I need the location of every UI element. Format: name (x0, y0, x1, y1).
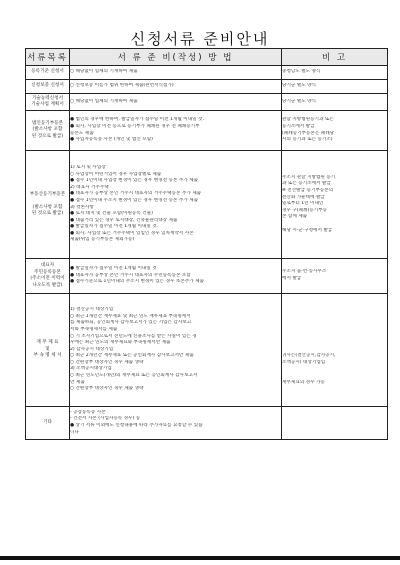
document-name-cell: 기타 (26, 407, 70, 440)
remarks-cell (282, 111, 388, 151)
page-title: 신청서류 준비안내 (130, 30, 270, 49)
remark-line: 주소지 읍·면·동사무소 (282, 269, 327, 275)
method-line: ● 접수기준으로 1년이내의 주소지 변경이 있는 경우 초본추가 제출 (70, 279, 204, 285)
preparation-method-cell (70, 294, 282, 407)
table-row (26, 66, 388, 80)
remark-line: 과 또는 등기소에서 발급 (282, 181, 331, 187)
method-line: ○ 신청보증 이름가 범위 한하여 제출(관련서식첨가) (70, 83, 174, 89)
table-row (26, 151, 388, 259)
method-line: 1) 토지 및 사업장 (70, 164, 106, 170)
method-line: ● 접수 1년이내 사업장 변경이 있는 경우 변경전 등본 추가 제출 (70, 178, 199, 184)
method-line: ● 대출거리 있는 경우 토지대장, 건축물관리대장 제출 (70, 217, 178, 223)
remark-line (282, 334, 387, 341)
remark-line: 귀사는(결산공시,감사공시, (282, 353, 336, 359)
method-line: ○ 간편장부 대상자인 경우 제출 생략 (70, 386, 144, 392)
remarks-cell (282, 66, 388, 80)
remarks-cell (282, 80, 388, 94)
table-header-row (26, 49, 388, 66)
remarks-cell (282, 151, 388, 259)
remark-line: 당기군 별도 양식 (282, 83, 316, 89)
method-line: 3) 결론사항 (70, 204, 94, 210)
method-line: ● 접수 1년이내 주소지 변경이 있는 경우 변경전 등본 추가 제출 (70, 197, 199, 203)
method-line: ○ 해당없이 업체의 기재하여 제출 (70, 98, 138, 104)
remark-line: 에서 발급 (282, 276, 302, 281)
preparation-method-cell (70, 94, 282, 111)
remark-line (282, 320, 387, 327)
document-name-cell: 기술능력신청서 기술사업 계획서 (26, 94, 70, 111)
method-line: ● 회사, 사업장 이전 등으로 등기부가 폐쇄된 경우 전 폐쇄등기부 (70, 123, 200, 129)
method-line: ○ 간편장부 대상자인 경우 제출 생략 (70, 359, 144, 365)
remark-line (282, 314, 387, 321)
remarks-cell (282, 94, 388, 111)
method-line: ○ 기 조사기업으로서 전년도에 신용조사를 받은 사실이 있는 경 (70, 333, 197, 339)
remark-line: 시의 등기과 또는 등기소) (282, 137, 333, 143)
preparation-method-cell (70, 407, 282, 440)
method-line: ● 대표자가 공부상 본인 거주시 대표자의 거주주택등본 추가 제출 (70, 191, 202, 197)
page-bottom-rule (0, 556, 400, 560)
method-line: 를 제출하되, 공인회계사 감사보고서가 있는 기업은 감사보고 (70, 320, 192, 326)
header-note: 비 고 (282, 49, 388, 66)
method-line: ○ 해당없이 업체의 기재하여 제출 (70, 69, 138, 75)
table-row (26, 407, 388, 440)
method-line: ○ 최근 1개년간 재무제표 및 최근 연도 재무제표 부속명세서 (70, 313, 191, 319)
header-category: 서류목록 (26, 49, 70, 66)
remark-line (282, 327, 387, 334)
method-line: 니다 (70, 429, 79, 435)
method-line: ● 발급일자가 접수일 이전 1개월 이내일 것. (70, 224, 159, 230)
method-line: 1) 결산공시 대상기업 (70, 307, 114, 313)
document-name-cell: 법인등기부등본 (발소사항 포함 된 것으로 발급) (26, 111, 70, 151)
method-line: ● 사업자등록증 사본 (개인 및 법인 포함) (70, 137, 153, 143)
remark-line (282, 221, 387, 228)
remark-line (282, 347, 387, 354)
remarks-cell (282, 294, 388, 407)
document-name-cell: 대표자 주민등록등본 (주소이전 이력이 나오도록 발급) (26, 259, 70, 294)
method-line: 2) 대표자 거주주택 (70, 184, 109, 190)
method-line: 만 제출 (70, 379, 85, 385)
remarks-cell (282, 407, 388, 440)
remark-line: (폐쇄등기부등본은 폐쇄당 (282, 130, 335, 136)
preparation-method-cell (70, 80, 282, 94)
remark-line: 소액공시) 대상기업임 (282, 359, 326, 365)
table-row (26, 111, 388, 151)
method-line: - 공장등록증 사본 (70, 409, 106, 415)
method-line: 우에는 최근 연도의 재무제표와 부속명세서만 제출 (70, 340, 171, 346)
method-line: ○ 최근 연도년도(개년)의 재무제표 또는 공인회계사 감사보고서 (70, 373, 198, 379)
method-line: ● 발급일자가 접수일 이전 1개월 이내일 것 (70, 266, 157, 272)
method-line: 등본도 제출 (70, 130, 94, 136)
method-line: 2) 감사공시 대상기업 (70, 346, 114, 352)
table-row (26, 294, 388, 407)
preparation-method-cell (70, 111, 282, 151)
method-line: ● 토지 대지 및 건물 포함(이원등록 건물) (70, 211, 153, 217)
remarks-cell (282, 259, 388, 294)
method-line: 제출(위임 등기부등본 제외가능) (70, 237, 135, 243)
remark-line: 충청남도 별도 양식 (282, 69, 321, 75)
method-line: ● 회사, 사업장 또는 거주주택이 있임인 경우 임차계약서 사본 (70, 230, 194, 236)
preparation-method-cell (70, 66, 282, 80)
table-row (26, 94, 388, 111)
header-method: 서 류 준 비(작성) 방 법 (70, 49, 282, 66)
document-checklist-table (25, 48, 388, 440)
remark-line: 일로부터 1년 이내인 (282, 201, 324, 207)
remark-line: 해당 시·군·구청에서 발급 (282, 227, 333, 233)
remark-line: 주소지 관할 지방법원 등기 (282, 174, 336, 180)
remark-line: 등기소에서 발급 (282, 123, 315, 129)
method-line: ○ 사업장이 어떤거있어 경우 사업장별로 제출 (70, 171, 162, 177)
remark-line: 당기군 별도 양식 (282, 98, 316, 104)
method-line: - 건전서 사본 (사업자등록 경우) 등 (70, 416, 141, 422)
method-line: ● 법인의 경우에 한하여, 발급일자가 접수일 이전 1개월 이내일 것. (70, 117, 204, 123)
table-row (26, 259, 388, 294)
remark-line (282, 340, 387, 347)
remark-line: 관할 지방법원등기과 또는 (282, 117, 334, 123)
remark-line: 경우 구(폐쇄)등기부등 (282, 207, 327, 213)
remark-line: ※ 전산발급 등기부등본의 (282, 188, 334, 194)
remark-line (282, 373, 387, 380)
preparation-method-cell (70, 259, 282, 294)
table-row (26, 80, 388, 94)
document-name-cell: 재 무 제 표 및 부 속 명 세 서 (26, 294, 70, 407)
remark-line: 재무제표의 경우 가능 (282, 379, 325, 385)
remark-line (282, 366, 387, 373)
method-line: 서와 부속명세서를 제출 (70, 326, 118, 332)
method-line: ● 대표자가 공부상 본인 거주시 대표자의 주민등록등본 포함 (70, 272, 191, 278)
remark-line: 본 함께 제출 (282, 214, 308, 220)
document-name-cell: 부동산등기부등본 (발소사항 포함 된 것으로 발급) (26, 151, 70, 259)
method-line: 3) 소액공시대상기업 (70, 366, 112, 372)
document-name-cell: 신청보증 신청서 (26, 80, 70, 94)
remark-line: 전산화 가운데에 발급 (282, 194, 325, 200)
preparation-method-cell (70, 151, 282, 259)
document-name-cell: 등록기준 신청서 (26, 66, 70, 80)
method-line: ○ 최근 2개년간 재무제표 또는 공인회계사 감사보고서만 제출 (70, 353, 194, 359)
method-line: ● 상기 서류 이외에도 신청내용에 따라 추가자료를 요청할 수 있습 (70, 423, 203, 428)
